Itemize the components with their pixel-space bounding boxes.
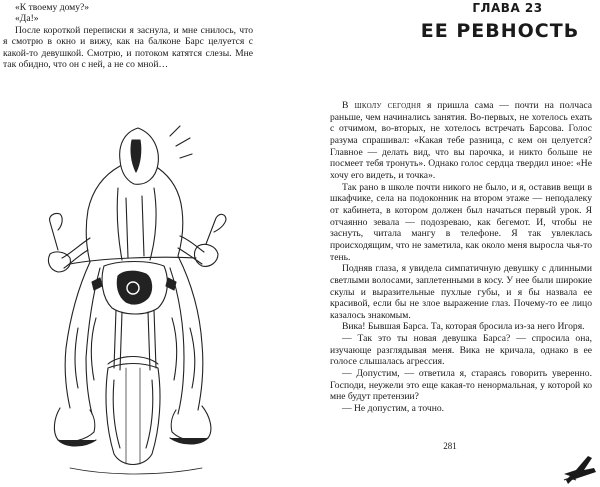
- paragraph-body: я пришла сама — почти на полчаса раньше, чем начинались занятия. Во-первых, не хотелось ехать с отчимом, во-вторых, не хотелось встречать Барсова. Голос разума спрашивал: «Какая тебе разница, с кем он целуется? Главное — делать вид, что вы парочка, и никто больше не посмеет тебя тронуть». Однако голос сердца твердил иное: «Не хочу его видеть, и точка».: [330, 100, 592, 181]
- airplane-icon: [562, 450, 598, 484]
- paragraph: Так рано в школе почти никого не было, и я, оставив вещи в шкафчике, села на подоконник на втором этаже — неподалеку от кабинета, в котором должен был начаться первый урок. Я отчаянно зевала — подозреваю, как бегемот. И, чтобы не заснуть, читала мангу в телефоне. Я так увлеклась происходящим, что не заметила, как около меня выросла чья-то тень.: [330, 181, 592, 263]
- chapter-title: ЕЕ РЕВНОСТЬ: [420, 20, 580, 42]
- paragraph: Вика! Бывшая Барса. Та, которая бросила из-за него Игоря.: [342, 321, 585, 333]
- paragraph: — Так это ты новая девушка Барса? — спросила она, изучающе разглядывая меня. Вика не кричала, однако в ее голосе слышалась агрессия.: [330, 333, 592, 368]
- motorcyclist-sketch-icon: [30, 118, 240, 483]
- page-number: 281: [443, 441, 457, 451]
- left-page-text: [3, 2, 253, 70]
- paragraph: «К твоему дому?»: [15, 2, 90, 13]
- right-page-text: [330, 100, 592, 415]
- paragraph: — Допустим, — ответила я, стараясь говорить уверенно. Господи, неужели это еще какая-то ненормальная, у которой ко мне будут претензии?: [330, 368, 592, 403]
- paragraph: [330, 100, 592, 182]
- paragraph: Подняв глаза, я увидела симпатичную девушку с длинными светлыми волосами, заплетенными в косу. У нее были широкие скулы и выразительные пухлые губы, и я бы назвала ее красивой, если бы не злое выражение глаз. Почему-то ее лицо казалось знакомым.: [330, 263, 592, 321]
- paragraph: — Не допустим, а точно.: [342, 403, 445, 415]
- chapter-number: ГЛАВА 23: [472, 1, 543, 15]
- right-page: [300, 0, 600, 487]
- lead-words: В школу сегодня: [342, 100, 422, 111]
- paragraph: «Да!»: [15, 13, 39, 25]
- paragraph: После короткой переписки я заснула, и мне снилось, что я смотрю в окно и вижу, как на балконе Барс целуется с какой-то девушкой. Смотрю, и потоком катятся слезы. Мне так обидно, что он с ней, а не со мной…: [3, 24, 253, 71]
